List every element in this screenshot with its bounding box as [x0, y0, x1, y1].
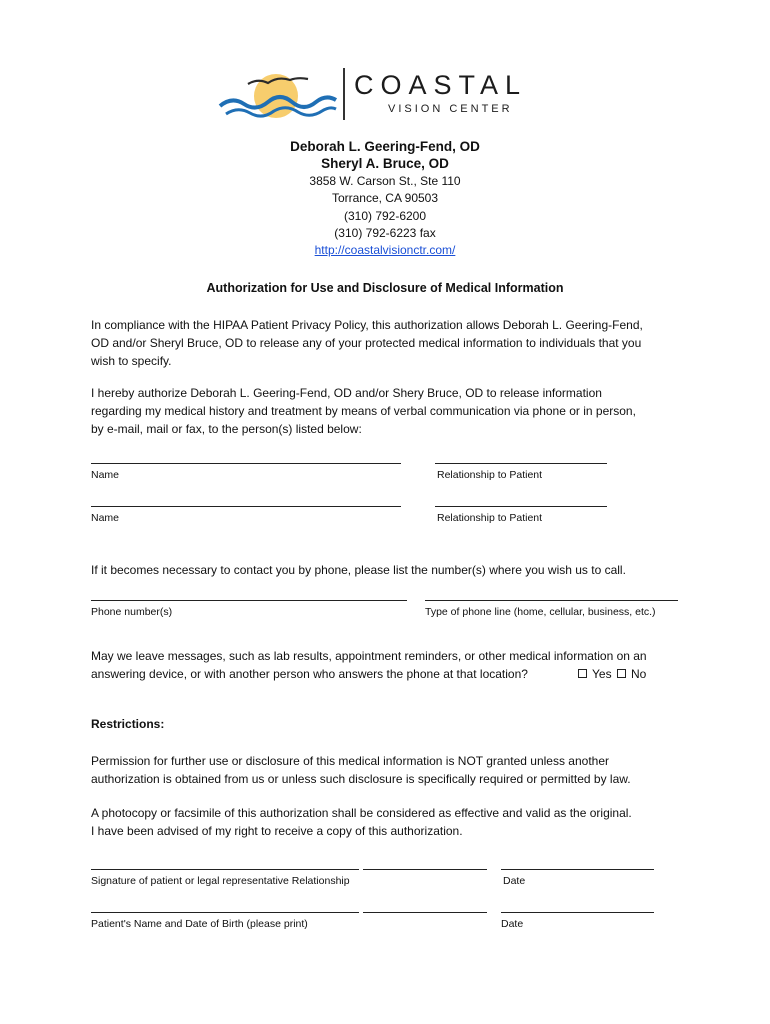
authorize-line: by e-mail, mail or fax, to the person(s) listed below:: [91, 422, 362, 436]
messages-line: answering device, or with another person who answers the phone at that location?: [91, 667, 528, 681]
phone-number-field[interactable]: [91, 600, 407, 601]
website-link[interactable]: http://coastalvisionctr.com/: [314, 243, 456, 257]
restrictions-paragraph-1: [91, 752, 711, 788]
yes-option[interactable]: [578, 665, 612, 683]
signature-field[interactable]: [91, 869, 359, 870]
person2-relationship-label: Relationship to Patient: [437, 512, 543, 524]
phone-type-field[interactable]: [425, 600, 678, 601]
logo: [218, 66, 558, 124]
person1-name-field[interactable]: [91, 463, 401, 464]
person2-name-label: Name: [91, 512, 120, 524]
yes-label: Yes: [592, 667, 612, 681]
restrictions-heading: Restrictions:: [91, 717, 165, 731]
no-checkbox[interactable]: [617, 669, 626, 678]
messages-line: May we leave messages, such as lab results, appointment reminders, or other medical information on an: [91, 649, 647, 663]
restrictions-line: A photocopy or facsimile of this authorization shall be considered as effective and valid as the original.: [91, 806, 632, 820]
doctor-name-1: Deborah L. Geering-Fend, OD: [290, 139, 480, 154]
phone-number: (310) 792-6200: [343, 209, 427, 223]
address-street: 3858 W. Carson St., Ste 110: [309, 174, 461, 188]
restrictions-paragraph-2: [91, 804, 711, 840]
phone-number-label: Phone number(s): [91, 606, 173, 618]
authorize-paragraph: [91, 384, 691, 438]
authorize-line: regarding my medical history and treatment by means of verbal communication via phone or in person,: [91, 404, 636, 418]
intro-line: OD and/or Sheryl Bruce, OD to release any of your protected medical information to individuals that you: [91, 336, 642, 350]
relationship-field[interactable]: [363, 869, 487, 870]
person1-name-label: Name: [91, 469, 120, 481]
intro-paragraph: [91, 316, 691, 370]
logo-brand: COASTAL: [354, 70, 528, 100]
phone-prompt: If it becomes necessary to contact you by phone, please list the number(s) where you wish us to call.: [91, 563, 626, 577]
restrictions-line: authorization is obtained from us or unless such disclosure is specifically required or permitted by law.: [91, 772, 631, 786]
name-date-label: Date: [501, 918, 524, 930]
intro-line: wish to specify.: [91, 354, 172, 368]
restrictions-line: I have been advised of my right to receive a copy of this authorization.: [91, 824, 463, 838]
intro-line: In compliance with the HIPAA Patient Privacy Policy, this authorization allows Deborah L. Geering-Fend,: [91, 318, 643, 332]
phone-type-label: Type of phone line (home, cellular, business, etc.): [425, 606, 656, 618]
yes-checkbox[interactable]: [578, 669, 587, 678]
person2-relationship-field[interactable]: [435, 506, 607, 507]
person1-relationship-field[interactable]: [435, 463, 607, 464]
no-label: No: [631, 667, 647, 681]
signature-label: Signature of patient or legal representative Relationship: [91, 875, 350, 887]
name-date-field[interactable]: [501, 912, 654, 913]
address-city: Torrance, CA 90503: [331, 191, 439, 205]
person2-name-field[interactable]: [91, 506, 401, 507]
dob-field[interactable]: [363, 912, 487, 913]
patient-name-field[interactable]: [91, 912, 359, 913]
signature-date-field[interactable]: [501, 869, 654, 870]
logo-divider: [343, 68, 345, 120]
patient-name-dob-label: Patient's Name and Date of Birth (please print): [91, 918, 308, 930]
logo-emblem-icon: [218, 66, 338, 124]
signature-date-label: Date: [503, 875, 526, 887]
person1-relationship-label: Relationship to Patient: [437, 469, 543, 481]
doctor-name-2: Sheryl A. Bruce, OD: [321, 156, 449, 171]
authorize-line: I hereby authorize Deborah L. Geering-Fend, OD and/or Shery Bruce, OD to release information: [91, 386, 602, 400]
messages-question: [91, 647, 711, 665]
no-option[interactable]: [617, 665, 646, 683]
restrictions-line: Permission for further use or disclosure of this medical information is NOT granted unless another: [91, 754, 610, 768]
fax-number: (310) 792-6223 fax: [334, 226, 436, 240]
form-title: Authorization for Use and Disclosure of Medical Information: [206, 281, 564, 295]
logo-sub: VISION CENTER: [388, 103, 513, 115]
